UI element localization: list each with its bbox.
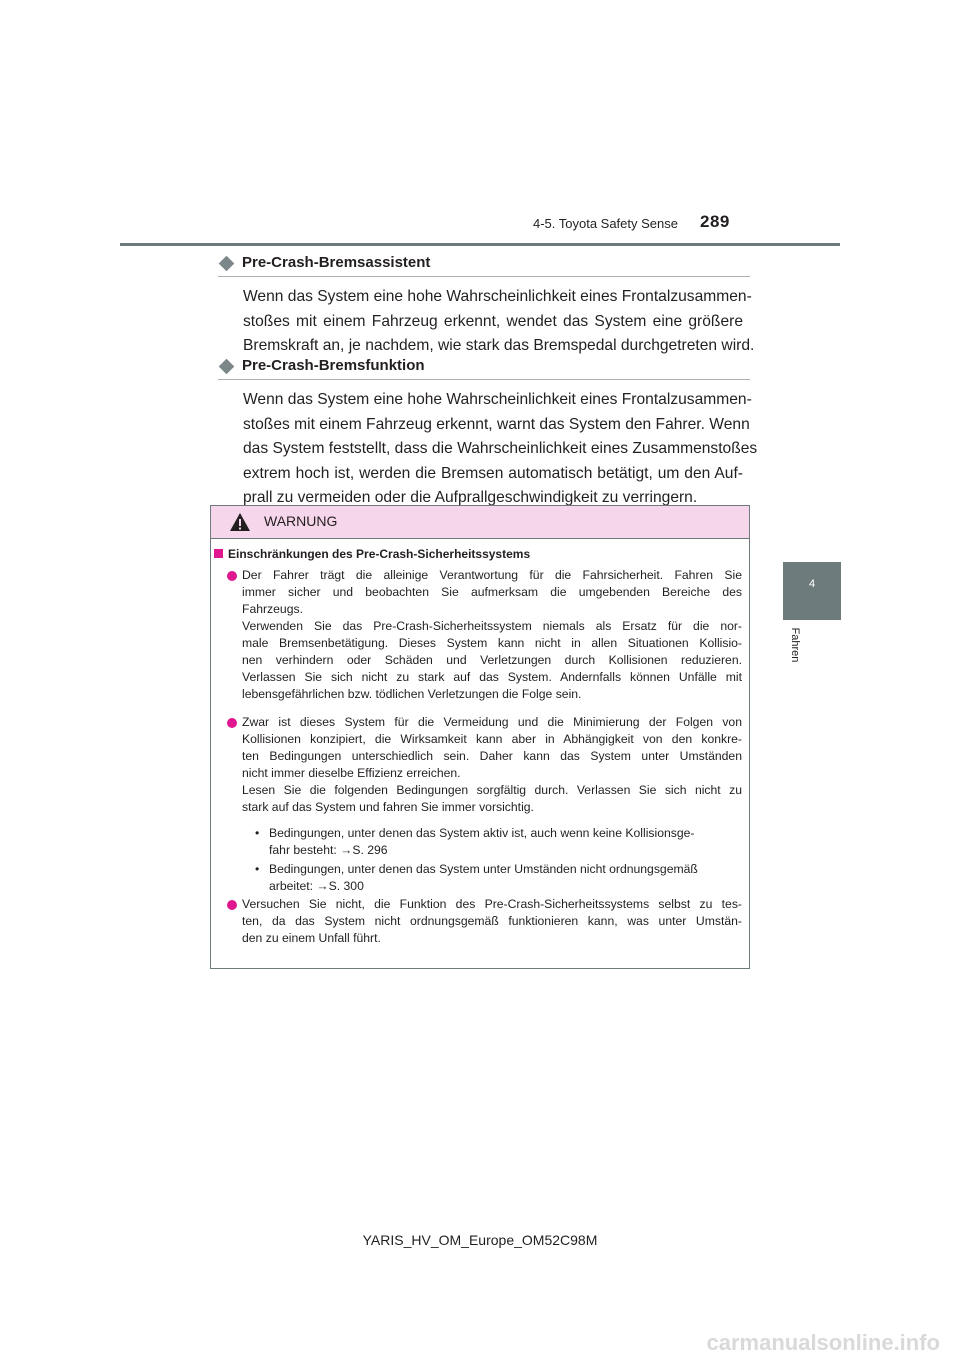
page-number: 289 bbox=[700, 212, 730, 231]
diamond-icon bbox=[219, 359, 235, 375]
section-paragraph bbox=[243, 388, 758, 511]
warning-line: Zwar ist dieses System für die Vermeidung und die Minimierung der Folgen von bbox=[242, 715, 742, 729]
section-title: Pre-Crash-Bremsassistent bbox=[242, 254, 431, 271]
watermark: carmanualsonline.info bbox=[706, 1330, 940, 1355]
warning-triangle-icon bbox=[229, 512, 251, 532]
warning-subitem bbox=[255, 825, 694, 859]
warning-subitem bbox=[255, 861, 698, 895]
running-header-section: 4-5. Toyota Safety Sense bbox=[532, 216, 678, 231]
warning-line: nen verhindern oder Schäden und Verletzungen durch Kollisionen reduzieren. bbox=[242, 653, 742, 667]
square-bullet-icon bbox=[214, 549, 223, 558]
paragraph-line: Bremskraft an, je nachdem, wie stark das Bremspedal durchgetreten wird. bbox=[243, 337, 755, 354]
warning-line: lebensgefährlichen bzw. tödlichen Verletzungen die Folge sein. bbox=[242, 687, 582, 701]
warning-line: ten Bedingungen unterschiedlich sein. Daher kann das System unter Umständen bbox=[242, 749, 742, 763]
section-title: Pre-Crash-Bremsfunktion bbox=[242, 357, 425, 374]
paragraph-line: Wenn das System eine hohe Wahrscheinlichkeit eines Frontalzusammen- bbox=[243, 288, 752, 305]
round-bullet-icon bbox=[227, 900, 237, 910]
warning-line: ten, da das System nicht ordnungsgemäß funktionieren kann, was unter Umstän- bbox=[242, 914, 742, 928]
round-bullet-icon bbox=[227, 571, 237, 581]
bullet-icon: • bbox=[255, 862, 260, 876]
chapter-tab-number: 4 bbox=[808, 578, 816, 590]
warning-line: Der Fahrer trägt die alleinige Verantwortung für die Fahrsicherheit. Fahren Sie bbox=[242, 568, 742, 582]
warning-line: stark auf das System und fahren Sie immer vorsichtig. bbox=[242, 800, 534, 814]
paragraph-line: stoßes mit einem Fahrzeug erkennt, wendet das System eine größere bbox=[243, 312, 743, 330]
warning-header bbox=[211, 506, 749, 539]
warning-line: Verlassen Sie sich nicht zu stark auf das System. Andernfalls können Unfälle mit bbox=[242, 670, 742, 684]
warning-line: Verwenden Sie das Pre-Crash-Sicherheitssystem niemals als Ersatz für die nor- bbox=[242, 619, 742, 633]
warning-title: WARNUNG bbox=[264, 513, 338, 529]
warning-subline: Bedingungen, unter denen das System unter Umständen nicht ordnungsgemäß bbox=[269, 862, 698, 876]
chapter-tab-label: Fahren bbox=[789, 627, 801, 663]
paragraph-line: das System feststellt, dass die Wahrscheinlichkeit eines Zusammenstoßes bbox=[243, 440, 758, 457]
paragraph-line: stoßes mit einem Fahrzeug erkennt, warnt das System den Fahrer. Wenn bbox=[243, 415, 750, 433]
section-heading bbox=[218, 254, 750, 277]
round-bullet-icon bbox=[227, 718, 237, 728]
warning-line: Lesen Sie die folgenden Bedingungen sorgfältig durch. Verlassen Sie sich nicht zu bbox=[242, 783, 742, 797]
paragraph-line: extrem hoch ist, werden die Bremsen automatisch betätigt, um den Auf- bbox=[243, 464, 743, 482]
section-paragraph bbox=[243, 285, 755, 359]
document-footer: YARIS_HV_OM_Europe_OM52C98M bbox=[362, 1232, 598, 1248]
warning-section-text: Einschränkungen des Pre-Crash-Sicherheitssystems bbox=[228, 547, 531, 561]
warning-item bbox=[242, 714, 742, 816]
paragraph-line: Wenn das System eine hohe Wahrscheinlichkeit eines Frontalzusammen- bbox=[243, 391, 752, 408]
section-heading bbox=[218, 357, 750, 380]
warning-line: Versuchen Sie nicht, die Funktion des Pre-Crash-Sicherheitssystems selbst zu tes- bbox=[242, 897, 742, 911]
warning-subline: Bedingungen, unter denen das System aktiv ist, auch wenn keine Kollisionsge- bbox=[269, 826, 695, 840]
warning-line: Kollisionen konzipiert, die Wirksamkeit kann aber in Abhängigkeit von den konkre- bbox=[242, 732, 742, 746]
warning-section-title bbox=[214, 547, 530, 561]
warning-subline: arbeitet: →S. 300 bbox=[269, 879, 364, 893]
paragraph-line: prall zu vermeiden oder die Aufprallgeschwindigkeit zu verringern. bbox=[243, 489, 698, 506]
warning-item bbox=[242, 896, 742, 947]
warning-line: immer sicher und beobachten Sie aufmerksam die umgebenden Bereiche des bbox=[242, 585, 742, 599]
diamond-icon bbox=[219, 256, 235, 272]
warning-subline: fahr besteht: →S. 296 bbox=[269, 843, 388, 857]
header-rule bbox=[120, 243, 840, 246]
warning-item bbox=[242, 567, 742, 703]
warning-line: nicht immer dieselbe Effizienz erreichen. bbox=[242, 766, 461, 780]
bullet-icon: • bbox=[255, 826, 260, 840]
warning-line: den zu einem Unfall führt. bbox=[242, 931, 381, 945]
warning-line: male Bremsenbetätigung. Dieses System kann nicht in allen Situationen Kollisio- bbox=[242, 636, 742, 650]
warning-line: Fahrzeugs. bbox=[242, 602, 303, 616]
